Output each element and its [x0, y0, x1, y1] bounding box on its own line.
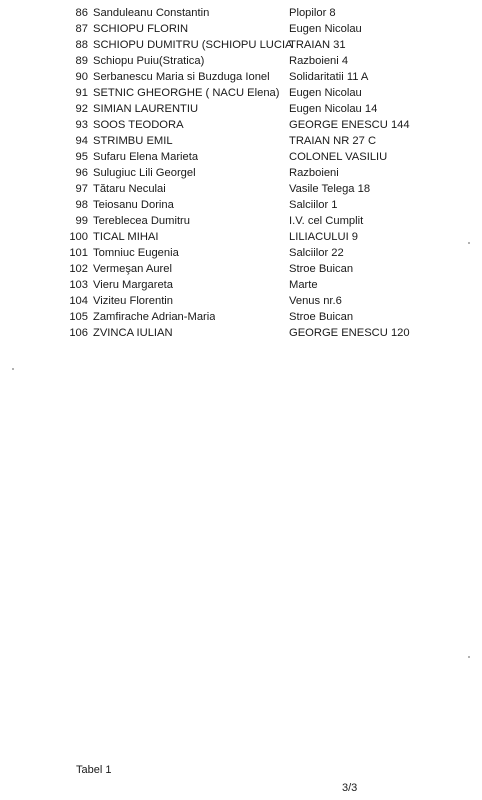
row-number: 103	[69, 279, 88, 291]
row-name: Schiopu Puiu(Stratica)	[93, 55, 205, 67]
row-name: TICAL MIHAI	[93, 231, 159, 243]
row-number: 100	[69, 231, 88, 243]
table-row	[74, 53, 474, 69]
table-row	[74, 37, 474, 53]
row-address: Eugen Nicolau 14	[289, 103, 378, 115]
row-number: 102	[69, 263, 88, 275]
row-address: Eugen Nicolau	[289, 87, 362, 99]
row-number: 94	[75, 135, 88, 147]
table-row	[69, 309, 474, 325]
row-name: SIMIAN LAURENTIU	[93, 103, 199, 115]
table-row	[74, 133, 474, 149]
row-number: 104	[69, 295, 88, 307]
row-number: 86	[75, 7, 88, 19]
row-name: Sufaru Elena Marieta	[93, 151, 199, 163]
row-address: Stroe Buican	[289, 263, 354, 275]
row-address: TRAIAN NR 27 C	[289, 135, 377, 147]
row-name: Zamfirache Adrian-Maria	[93, 311, 216, 323]
row-number: 90	[75, 71, 88, 83]
row-name: Teiosanu Dorina	[93, 199, 174, 211]
row-number: 95	[75, 151, 88, 163]
table-row	[69, 245, 474, 261]
row-address: GEORGE ENESCU 144	[289, 119, 410, 131]
row-name: Tătaru Neculai	[93, 183, 166, 195]
row-number: 89	[75, 55, 88, 67]
row-address: Plopilor 8	[289, 7, 336, 19]
row-number: 97	[75, 183, 88, 195]
table-row	[74, 197, 474, 213]
scan-speck	[12, 368, 14, 370]
row-address: Venus nr.6	[289, 295, 342, 307]
table-caption: Tabel 1	[76, 764, 112, 776]
row-name: ZVINCA IULIAN	[93, 327, 173, 339]
row-address: Stroe Buican	[289, 311, 354, 323]
table-row	[74, 165, 474, 181]
table-row	[74, 85, 474, 101]
page-number: 3/3	[342, 782, 358, 794]
row-address: Vasile Telega 18	[289, 183, 371, 195]
row-address: Razboieni 4	[289, 55, 349, 67]
row-name: SOOS TEODORA	[93, 119, 184, 131]
row-number: 92	[75, 103, 88, 115]
row-name: Vermeşan Aurel	[93, 263, 172, 275]
row-number: 98	[75, 199, 88, 211]
table-row	[74, 181, 474, 197]
row-number: 91	[75, 87, 88, 99]
table-row	[74, 21, 474, 37]
row-name: Sanduleanu Constantin	[93, 7, 210, 19]
table-row	[74, 5, 474, 21]
scan-speck	[468, 656, 470, 658]
row-number: 105	[69, 311, 88, 323]
row-address: LILIACULUI 9	[289, 231, 359, 243]
row-name: SCHIOPU FLORIN	[93, 23, 189, 35]
row-address: I.V. cel Cumplit	[289, 215, 364, 227]
row-address: Salciilor 1	[289, 199, 338, 211]
table-row	[69, 277, 474, 293]
row-name: Vieru Margareta	[93, 279, 174, 291]
table-row	[74, 117, 474, 133]
row-number: 88	[75, 39, 88, 51]
row-name: SETNIC GHEORGHE ( NACU Elena)	[93, 87, 280, 99]
row-number: 99	[75, 215, 88, 227]
row-name: Tomniuc Eugenia	[93, 247, 179, 259]
table-row	[74, 213, 474, 229]
row-name: SCHIOPU DUMITRU (SCHIOPU LUCIA	[93, 39, 293, 51]
table-row	[69, 325, 474, 341]
row-address: Salciilor 22	[289, 247, 344, 259]
table-row	[69, 261, 474, 277]
row-name: Viziteu Florentin	[93, 295, 174, 307]
row-name: Sulugiuc Lili Georgel	[93, 167, 196, 179]
row-name: Serbanescu Maria si Buzduga Ionel	[93, 71, 270, 83]
row-address: GEORGE ENESCU 120	[289, 327, 410, 339]
scan-speck	[468, 242, 470, 244]
table-row	[74, 101, 474, 117]
row-address: COLONEL VASILIU	[289, 151, 388, 163]
row-number: 87	[75, 23, 88, 35]
table-row	[69, 229, 474, 245]
row-number: 101	[69, 247, 88, 259]
row-address: TRAIAN 31	[289, 39, 346, 51]
people-address-table	[69, 5, 474, 341]
table-row	[74, 69, 474, 85]
row-number: 93	[75, 119, 88, 131]
row-address: Razboieni	[289, 167, 339, 179]
row-address: Marte	[289, 279, 318, 291]
row-address: Eugen Nicolau	[289, 23, 362, 35]
row-name: STRIMBU EMIL	[93, 135, 173, 147]
table-row	[69, 293, 474, 309]
row-name: Tereblecea Dumitru	[93, 215, 190, 227]
row-number: 96	[75, 167, 88, 179]
row-number: 106	[69, 327, 88, 339]
row-address: Solidaritatii 11 A	[289, 71, 369, 83]
table-row	[74, 149, 474, 165]
